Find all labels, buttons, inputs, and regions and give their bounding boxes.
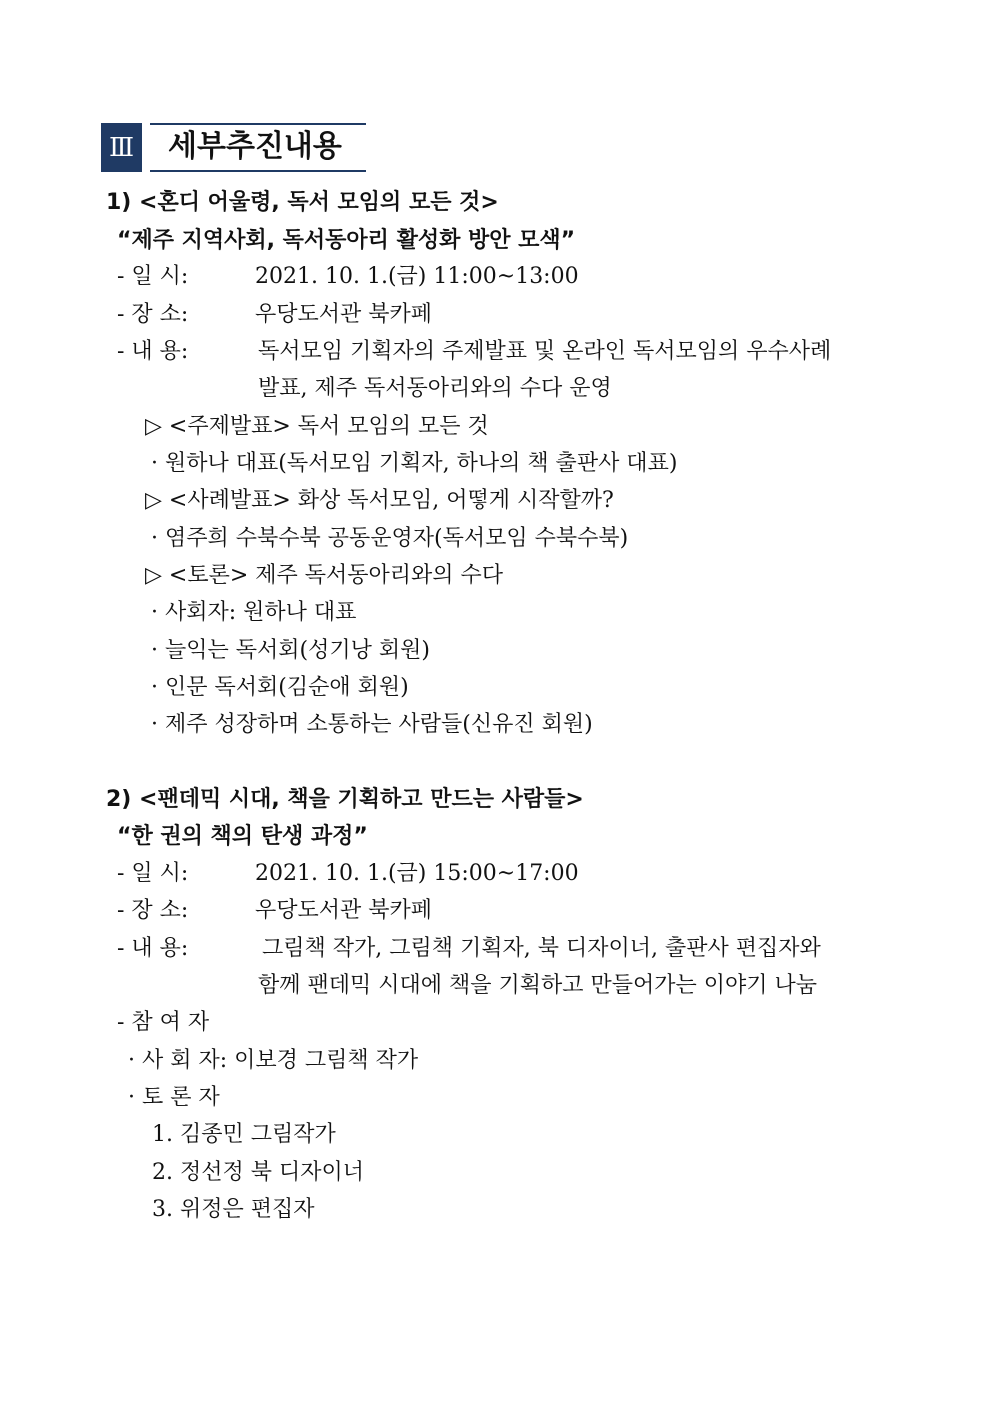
title-rule-bottom bbox=[150, 170, 366, 172]
section1-heading: 1) <혼디 어울령, 독서 모임의 모든 것> bbox=[106, 190, 499, 215]
section1-content-line1: 독서모임 기획자의 주제발표 및 온라인 독서모임의 우수사례 bbox=[258, 339, 832, 364]
section2-heading: 2) <팬데믹 시대, 책을 기획하고 만드는 사람들> bbox=[106, 787, 584, 812]
section2-panelist: 1. 김종민 그림작가 bbox=[152, 1122, 336, 1147]
section2-panelist: 2. 정선정 북 디자이너 bbox=[152, 1160, 364, 1185]
title-rule-top bbox=[150, 123, 366, 125]
section1-topic3-person: · 제주 성장하며 소통하는 사람들(신유진 회원) bbox=[151, 712, 593, 737]
section2-quote: “한 권의 책의 탄생 과정” bbox=[117, 824, 368, 849]
section1-quote: “제주 지역사회, 독서동아리 활성화 방안 모색” bbox=[117, 228, 576, 253]
section1-content-label: - 내 용: bbox=[117, 339, 189, 364]
section1-content-line2: 발표, 제주 독서동아리와의 수다 운영 bbox=[258, 376, 612, 401]
section-number-badge bbox=[101, 123, 142, 172]
section2-place-label: - 장 소: bbox=[117, 898, 189, 923]
section1-place-value: 우당도서관 북카페 bbox=[255, 302, 433, 327]
section2-moderator: · 사 회 자: 이보경 그림책 작가 bbox=[128, 1048, 419, 1073]
section1-topic1: ▷ <주제발표> 독서 모임의 모든 것 bbox=[145, 414, 489, 439]
section1-date-value: 2021. 10. 1.(금) 11:00~13:00 bbox=[255, 264, 579, 289]
section1-topic3: ▷ <토론> 제주 독서동아리와의 수다 bbox=[145, 563, 504, 588]
section1-topic3-person: · 인문 독서회(김순애 회원) bbox=[151, 675, 409, 700]
section2-participants-label: - 참 여 자 bbox=[117, 1010, 210, 1035]
section1-topic2-person: · 염주희 수북수북 공동운영자(독서모임 수북수북) bbox=[151, 526, 629, 551]
section-title: 세부추진내용 bbox=[168, 129, 342, 164]
section2-content-label: - 내 용: bbox=[117, 936, 189, 961]
section1-topic3-person: · 늘익는 독서회(성기낭 회원) bbox=[151, 638, 430, 663]
section-number: Ⅲ bbox=[108, 132, 135, 163]
section1-topic3-person: · 사회자: 원하나 대표 bbox=[151, 600, 357, 625]
section2-panelist: 3. 위정은 편집자 bbox=[152, 1197, 315, 1222]
section1-topic1-person: · 원하나 대표(독서모임 기획자, 하나의 책 출판사 대표) bbox=[151, 451, 678, 476]
section1-place-label: - 장 소: bbox=[117, 302, 189, 327]
section2-content-line2: 함께 팬데믹 시대에 책을 기획하고 만들어가는 이야기 나눔 bbox=[258, 973, 818, 998]
section1-date-label: - 일 시: bbox=[117, 264, 189, 289]
section1-topic2: ▷ <사례발표> 화상 독서모임, 어떻게 시작할까? bbox=[145, 488, 614, 513]
section2-panel-label: · 토 론 자 bbox=[128, 1085, 220, 1110]
section2-date-label: - 일 시: bbox=[117, 861, 189, 886]
section2-date-value: 2021. 10. 1.(금) 15:00~17:00 bbox=[255, 861, 579, 886]
section2-place-value: 우당도서관 북카페 bbox=[255, 898, 433, 923]
section2-content-line1: 그림책 작가, 그림책 기획자, 북 디자이너, 출판사 편집자와 bbox=[262, 936, 821, 961]
